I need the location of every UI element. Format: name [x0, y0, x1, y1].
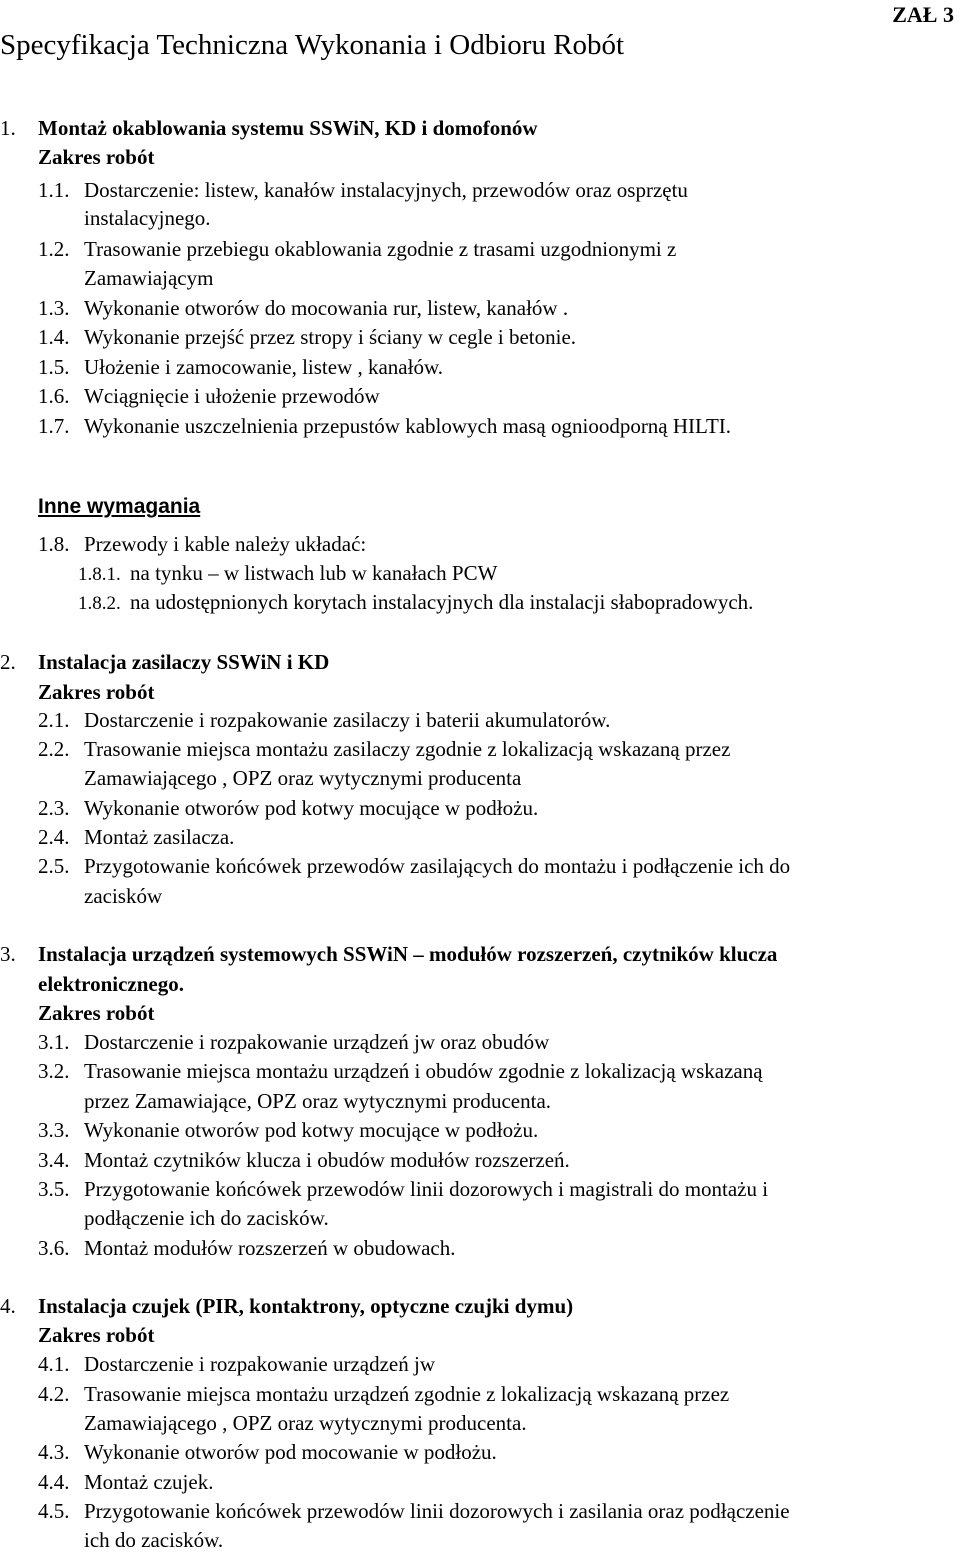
item-number: 3.3.: [38, 1118, 70, 1142]
item-number: 4.4.: [38, 1470, 70, 1494]
section-3-number: 3.: [0, 942, 16, 966]
item-text-continuation: ich do zacisków.: [84, 1528, 224, 1552]
subitem-text: na udostępnionych korytach instalacyjnych dla instalacji słabopradowych.: [130, 590, 754, 614]
item-text: Dostarczenie i rozpakowanie zasilaczy i baterii akumulatorów.: [84, 708, 611, 732]
item-text: Przygotowanie końcówek przewodów linii dozorowych i magistrali do montażu i: [84, 1177, 769, 1201]
attachment-label: ZAŁ 3: [892, 2, 954, 27]
item-number: 3.1.: [38, 1030, 70, 1054]
item-number: 3.2.: [38, 1059, 70, 1083]
item-number: 1.5.: [38, 355, 70, 379]
item-number: 3.6.: [38, 1236, 70, 1260]
item-number: 2.4.: [38, 825, 70, 849]
item-text: Dostarczenie i rozpakowanie urządzeń jw: [84, 1352, 435, 1376]
item-text: Przygotowanie końcówek przewodów zasilających do montażu i podłączenie ich do: [84, 854, 791, 878]
item-number: 1.4.: [38, 325, 70, 349]
item-text-continuation: instalacyjnego.: [84, 206, 211, 230]
section-2-scope: Zakres robót: [38, 680, 155, 704]
section-3-scope: Zakres robót: [38, 1001, 155, 1025]
item-number: 2.1.: [38, 708, 70, 732]
item-text-continuation: Zamawiającym: [84, 266, 214, 290]
item-number: 1.1.: [38, 178, 70, 202]
section-2-heading: Instalacja zasilaczy SSWiN i KD: [38, 650, 330, 674]
item-number: 1.3.: [38, 296, 70, 320]
section-1-scope: Zakres robót: [38, 145, 155, 169]
item-number: 2.3.: [38, 796, 70, 820]
subitem-number: 1.8.2.: [78, 593, 121, 614]
item-text: Montaż czujek.: [84, 1470, 214, 1494]
other-requirements-heading: Inne wymagania: [38, 495, 201, 518]
item-text: Dostarczenie i rozpakowanie urządzeń jw oraz obudów: [84, 1030, 550, 1054]
item-text: Wykonanie otworów pod mocowanie w podłożu.: [84, 1440, 497, 1464]
item-text-continuation: przez Zamawiające, OPZ oraz wytycznymi producenta.: [84, 1089, 552, 1113]
section-4-heading: Instalacja czujek (PIR, kontaktrony, optyczne czujki dymu): [38, 1294, 574, 1318]
item-text: Wykonanie uszczelnienia przepustów kablowych masą ognioodporną HILTI.: [84, 414, 732, 438]
item-text: Trasowanie miejsca montażu zasilaczy zgodnie z lokalizacją wskazaną przez: [84, 737, 731, 761]
item-text-continuation: podłączenie ich do zacisków.: [84, 1206, 329, 1230]
item-text: Montaż modułów rozszerzeń w obudowach.: [84, 1236, 456, 1260]
item-number: 1.8.: [38, 532, 70, 556]
section-4-number: 4.: [0, 1294, 16, 1318]
item-number: 4.5.: [38, 1499, 70, 1523]
section-1-heading: Montaż okablowania systemu SSWiN, KD i domofonów: [38, 116, 538, 140]
section-3-heading: Instalacja urządzeń systemowych SSWiN – modułów rozszerzeń, czytników klucza: [38, 942, 778, 966]
document-title: Specyfikacja Techniczna Wykonania i Odbioru Robót: [0, 29, 625, 61]
item-number: 4.3.: [38, 1440, 70, 1464]
item-text: Przygotowanie końcówek przewodów linii dozorowych i zasilania oraz podłączenie: [84, 1499, 790, 1523]
section-1-number: 1.: [0, 116, 16, 140]
subitem-text: na tynku – w listwach lub w kanałach PCW: [130, 561, 498, 585]
item-text: Trasowanie miejsca montażu urządzeń zgodnie z lokalizacją wskazaną przez: [84, 1382, 730, 1406]
item-number: 2.5.: [38, 854, 70, 878]
item-text: Wykonanie otworów pod kotwy mocujące w podłożu.: [84, 796, 539, 820]
item-text: Trasowanie przebiegu okablowania zgodnie z trasami uzgodnionymi z: [84, 237, 677, 261]
item-number: 4.1.: [38, 1352, 70, 1376]
item-text-continuation: Zamawiającego , OPZ oraz wytycznymi producenta: [84, 766, 522, 790]
section-2-number: 2.: [0, 650, 16, 674]
item-text: Montaż czytników klucza i obudów modułów rozszerzeń.: [84, 1148, 570, 1172]
item-text: Montaż zasilacza.: [84, 825, 235, 849]
item-text: Wciągnięcie i ułożenie przewodów: [84, 384, 380, 408]
item-text: Przewody i kable należy układać:: [84, 532, 367, 556]
item-text-continuation: Zamawiającego , OPZ oraz wytycznymi producenta.: [84, 1411, 527, 1435]
item-number: 2.2.: [38, 737, 70, 761]
item-text: Ułożenie i zamocowanie, listew , kanałów.: [84, 355, 444, 379]
item-number: 1.7.: [38, 414, 70, 438]
subitem-number: 1.8.1.: [78, 564, 121, 585]
item-number: 1.2.: [38, 237, 70, 261]
item-text: Trasowanie miejsca montażu urządzeń i obudów zgodnie z lokalizacją wskazaną: [84, 1059, 763, 1083]
item-number: 4.2.: [38, 1382, 70, 1406]
item-text: Dostarczenie: listew, kanałów instalacyjnych, przewodów oraz osprzętu: [84, 178, 688, 202]
item-number: 3.5.: [38, 1177, 70, 1201]
item-text: Wykonanie otworów do mocowania rur, listew, kanałów .: [84, 296, 569, 320]
item-text-continuation: zacisków: [84, 884, 163, 908]
item-number: 3.4.: [38, 1148, 70, 1172]
item-number: 1.6.: [38, 384, 70, 408]
section-4-scope: Zakres robót: [38, 1323, 155, 1347]
item-text: Wykonanie otworów pod kotwy mocujące w podłożu.: [84, 1118, 539, 1142]
item-text: Wykonanie przejść przez stropy i ściany w cegle i betonie.: [84, 325, 577, 349]
section-3-heading-continuation: elektronicznego.: [38, 972, 184, 996]
